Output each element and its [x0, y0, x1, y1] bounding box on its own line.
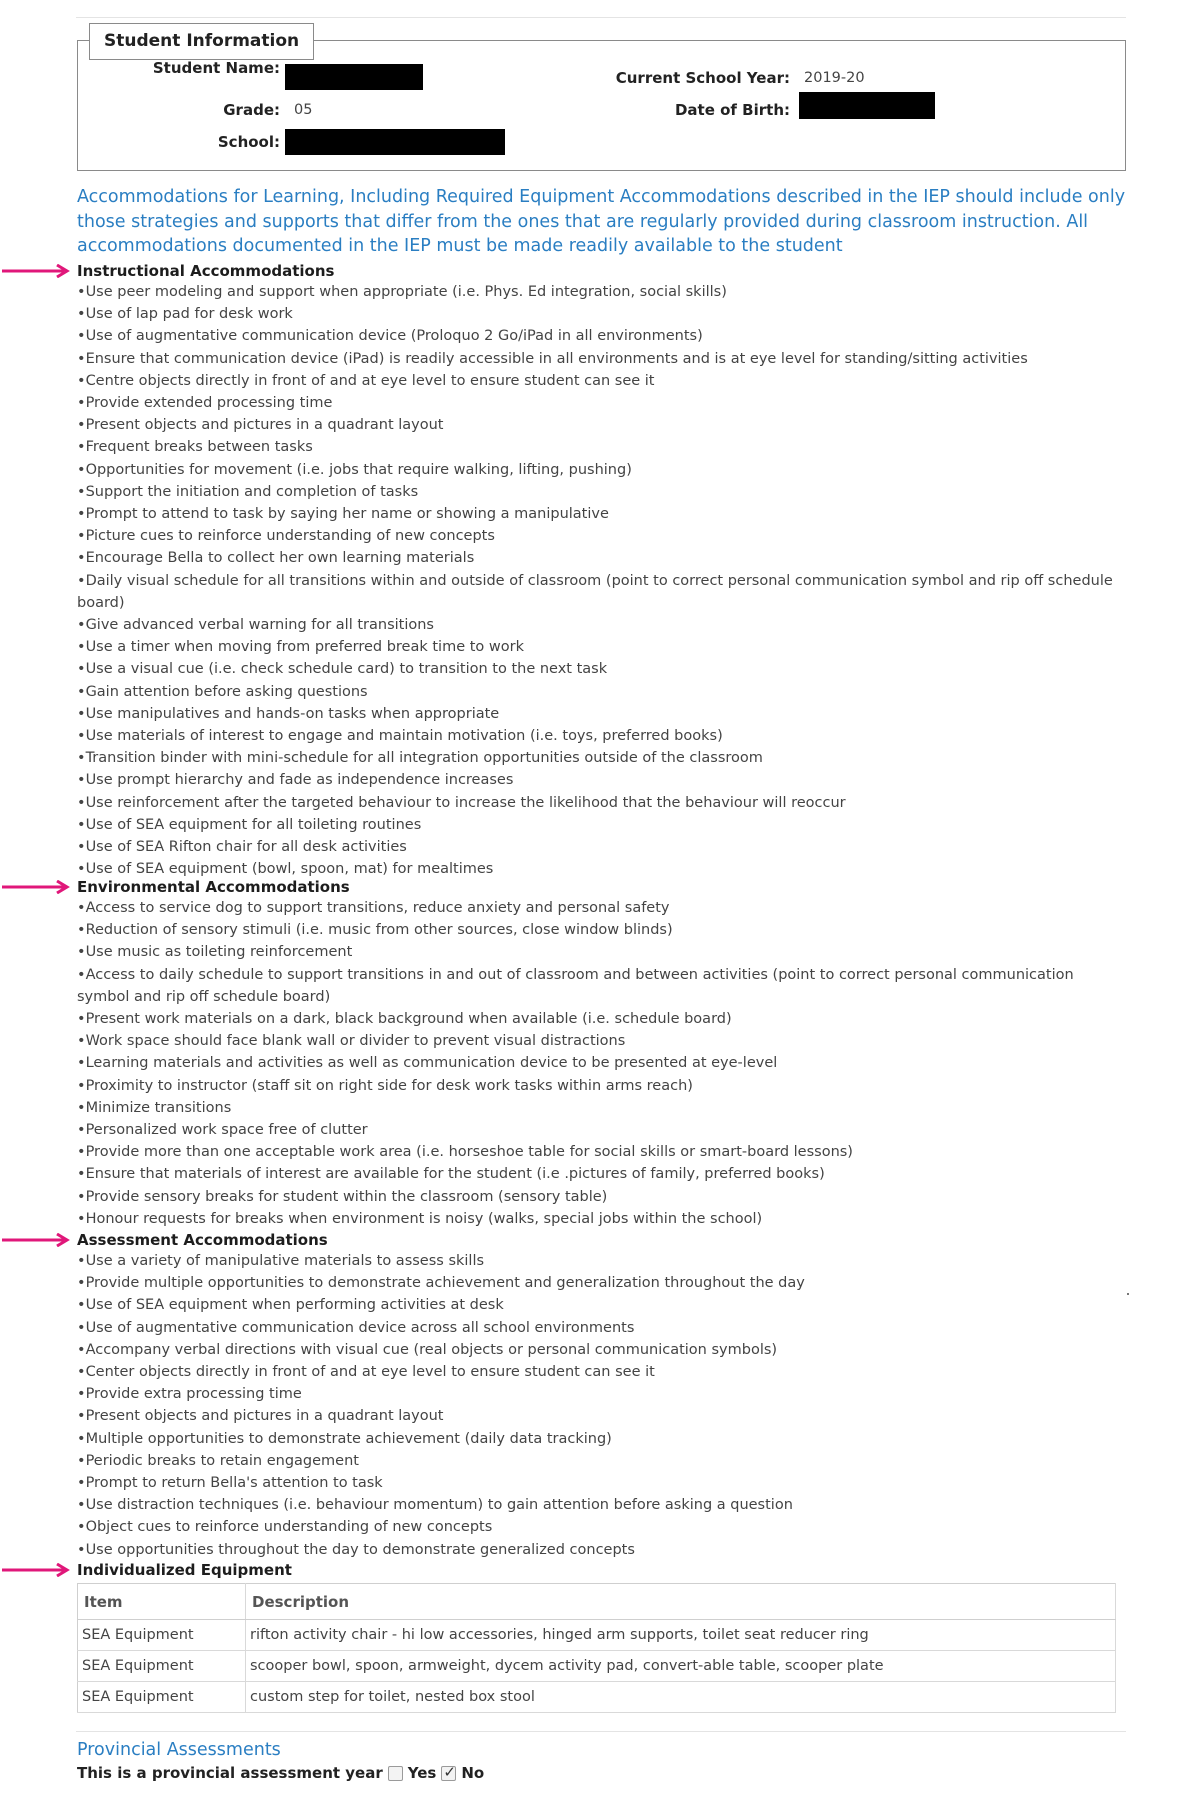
list-item: • Proximity to instructor (staff sit on right side for desk work tasks within arms reach)	[77, 1075, 1127, 1097]
list-item: • Multiple opportunities to demonstrate achievement (daily data tracking)	[77, 1428, 1127, 1450]
list-item: • Use reinforcement after the targeted behaviour to increase the likelihood that the behaviour will reoccur	[77, 792, 1127, 814]
table-row	[78, 1682, 1116, 1713]
list-item: • Center objects directly in front of and at eye level to ensure student can see it	[77, 1361, 1127, 1383]
list-item: • Use distraction techniques (i.e. behaviour momentum) to gain attention before asking a question	[77, 1494, 1127, 1516]
list-item: • Centre objects directly in front of and at eye level to ensure student can see it	[77, 370, 1127, 392]
environmental-heading: Environmental Accommodations	[77, 878, 350, 896]
list-item: • Use manipulatives and hands-on tasks when appropriate	[77, 703, 1127, 725]
list-item: • Provide extra processing time	[77, 1383, 1127, 1405]
list-item: • Use of SEA equipment for all toileting routines	[77, 814, 1127, 836]
list-item: • Daily visual schedule for all transitions within and outside of classroom (point to correct personal communication symbol and rip off schedule board)	[77, 570, 1127, 614]
list-item: • Use of SEA Rifton chair for all desk activities	[77, 836, 1127, 858]
dob-redacted	[799, 92, 935, 119]
environmental-list	[77, 897, 1127, 1230]
grade-label: Grade:	[223, 101, 280, 119]
instructional-heading: Instructional Accommodations	[77, 262, 335, 280]
list-item: • Gain attention before asking questions	[77, 681, 1127, 703]
provincial-assessments-title: Provincial Assessments	[77, 1740, 281, 1760]
table-row	[78, 1651, 1116, 1682]
equipment-description-cell: custom step for toilet, nested box stool	[246, 1682, 1116, 1713]
list-item: • Use peer modeling and support when appropriate (i.e. Phys. Ed integration, social skills)	[77, 281, 1127, 303]
yes-checkbox[interactable]	[388, 1766, 403, 1781]
provincial-assessment-row	[77, 1762, 484, 1784]
list-item: • Honour requests for breaks when environment is noisy (walks, special jobs within the school)	[77, 1208, 1127, 1230]
list-item: • Ensure that materials of interest are available for the student (i.e .pictures of family, preferred books)	[77, 1163, 1127, 1185]
accommodations-intro: Accommodations for Learning, Including Required Equipment Accommodations described in the IEP should include only those strategies and supports that differ from the ones that are regularly provided during classroom instruction. All accommodations documented in the IEP must be made readily available to the student	[77, 187, 1126, 256]
arrow-icon	[2, 264, 72, 278]
list-item: • Use a visual cue (i.e. check schedule card) to transition to the next task	[77, 658, 1127, 680]
grade-value: 05	[294, 102, 313, 118]
list-item: • Use a variety of manipulative materials to assess skills	[77, 1250, 1127, 1272]
student-name-label: Student Name:	[152, 59, 280, 77]
equipment-item-cell: SEA Equipment	[78, 1620, 246, 1651]
list-item: • Present objects and pictures in a quadrant layout	[77, 414, 1127, 436]
equipment-heading: Individualized Equipment	[77, 1561, 292, 1579]
list-item: • Work space should face blank wall or divider to prevent visual distractions	[77, 1030, 1127, 1052]
list-item: • Use of SEA equipment when performing activities at desk	[77, 1294, 1127, 1316]
instructional-list	[77, 281, 1127, 880]
school-year-label: Current School Year:	[615, 69, 790, 87]
equipment-description-cell: rifton activity chair - hi low accessories, hinged arm supports, toilet seat reducer ring	[246, 1620, 1116, 1651]
list-item: • Picture cues to reinforce understanding of new concepts	[77, 525, 1127, 547]
list-item: • Encourage Bella to collect her own learning materials	[77, 547, 1127, 569]
list-item: • Transition binder with mini-schedule for all integration opportunities outside of the classroom	[77, 747, 1127, 769]
student-name-redacted	[285, 64, 423, 90]
list-item: • Use of lap pad for desk work	[77, 303, 1127, 325]
list-item: • Accompany verbal directions with visual cue (real objects or personal communication symbols)	[77, 1339, 1127, 1361]
equipment-table	[77, 1583, 1116, 1713]
dob-label: Date of Birth:	[674, 101, 790, 119]
assessment-list	[77, 1250, 1127, 1561]
list-item: • Support the initiation and completion of tasks	[77, 481, 1127, 503]
list-item: • Personalized work space free of clutter	[77, 1119, 1127, 1141]
list-item: • Present work materials on a dark, black background when available (i.e. schedule board)	[77, 1008, 1127, 1030]
assessment-heading: Assessment Accommodations	[77, 1231, 328, 1249]
school-year-value: 2019-20	[804, 70, 865, 86]
list-item: • Provide multiple opportunities to demonstrate achievement and generalization throughout the day	[77, 1272, 1127, 1294]
stray-dot	[1127, 1293, 1129, 1295]
provincial-divider	[76, 1731, 1126, 1732]
column-header-description: Description	[246, 1584, 1116, 1620]
list-item: • Use of augmentative communication device (Proloquo 2 Go/iPad in all environments)	[77, 325, 1127, 347]
list-item: • Access to service dog to support transitions, reduce anxiety and personal safety	[77, 897, 1127, 919]
list-item: • Use a timer when moving from preferred break time to work	[77, 636, 1127, 658]
list-item: • Provide extended processing time	[77, 392, 1127, 414]
list-item: • Use prompt hierarchy and fade as independence increases	[77, 769, 1127, 791]
list-item: • Opportunities for movement (i.e. jobs that require walking, lifting, pushing)	[77, 459, 1127, 481]
list-item: • Provide sensory breaks for student within the classroom (sensory table)	[77, 1186, 1127, 1208]
arrow-icon	[2, 880, 72, 894]
table-row	[78, 1620, 1116, 1651]
column-header-item: Item	[78, 1584, 246, 1620]
list-item: • Ensure that communication device (iPad) is readily accessible in all environments and is at eye level for standing/sitting activities	[77, 348, 1127, 370]
list-item: • Reduction of sensory stimuli (i.e. music from other sources, close window blinds)	[77, 919, 1127, 941]
list-item: • Object cues to reinforce understanding of new concepts	[77, 1516, 1127, 1538]
list-item: • Prompt to return Bella's attention to task	[77, 1472, 1127, 1494]
arrow-icon	[2, 1563, 72, 1577]
arrow-icon	[2, 1233, 72, 1247]
equipment-item-cell: SEA Equipment	[78, 1651, 246, 1682]
list-item: • Learning materials and activities as well as communication device to be presented at eye-level	[77, 1052, 1127, 1074]
no-label: No	[461, 1764, 485, 1782]
list-item: • Use music as toileting reinforcement	[77, 941, 1127, 963]
equipment-item-cell: SEA Equipment	[78, 1682, 246, 1713]
list-item: • Minimize transitions	[77, 1097, 1127, 1119]
list-item: • Give advanced verbal warning for all transitions	[77, 614, 1127, 636]
list-item: • Use of SEA equipment (bowl, spoon, mat) for mealtimes	[77, 858, 1127, 880]
school-redacted	[285, 129, 505, 155]
provincial-question-label: This is a provincial assessment year	[77, 1764, 383, 1782]
school-label: School:	[217, 133, 280, 151]
list-item: • Prompt to attend to task by saying her name or showing a manipulative	[77, 503, 1127, 525]
list-item: • Frequent breaks between tasks	[77, 436, 1127, 458]
no-checkbox[interactable]	[441, 1766, 456, 1781]
yes-label: Yes	[407, 1764, 437, 1782]
equipment-table-header	[78, 1584, 1116, 1620]
list-item: • Present objects and pictures in a quadrant layout	[77, 1405, 1127, 1427]
list-item: • Use materials of interest to engage and maintain motivation (i.e. toys, preferred books)	[77, 725, 1127, 747]
student-info-legend: Student Information	[89, 23, 314, 60]
list-item: • Provide more than one acceptable work area (i.e. horseshoe table for social skills or smart-board lessons)	[77, 1141, 1127, 1163]
list-item: • Use of augmentative communication device across all school environments	[77, 1317, 1127, 1339]
equipment-description-cell: scooper bowl, spoon, armweight, dycem activity pad, convert-able table, scooper plate	[246, 1651, 1116, 1682]
top-divider	[76, 17, 1126, 18]
list-item: • Use opportunities throughout the day to demonstrate generalized concepts	[77, 1539, 1127, 1561]
list-item: • Periodic breaks to retain engagement	[77, 1450, 1127, 1472]
list-item: • Access to daily schedule to support transitions in and out of classroom and between activities (point to correct personal communication symbol and rip off schedule board)	[77, 964, 1127, 1008]
